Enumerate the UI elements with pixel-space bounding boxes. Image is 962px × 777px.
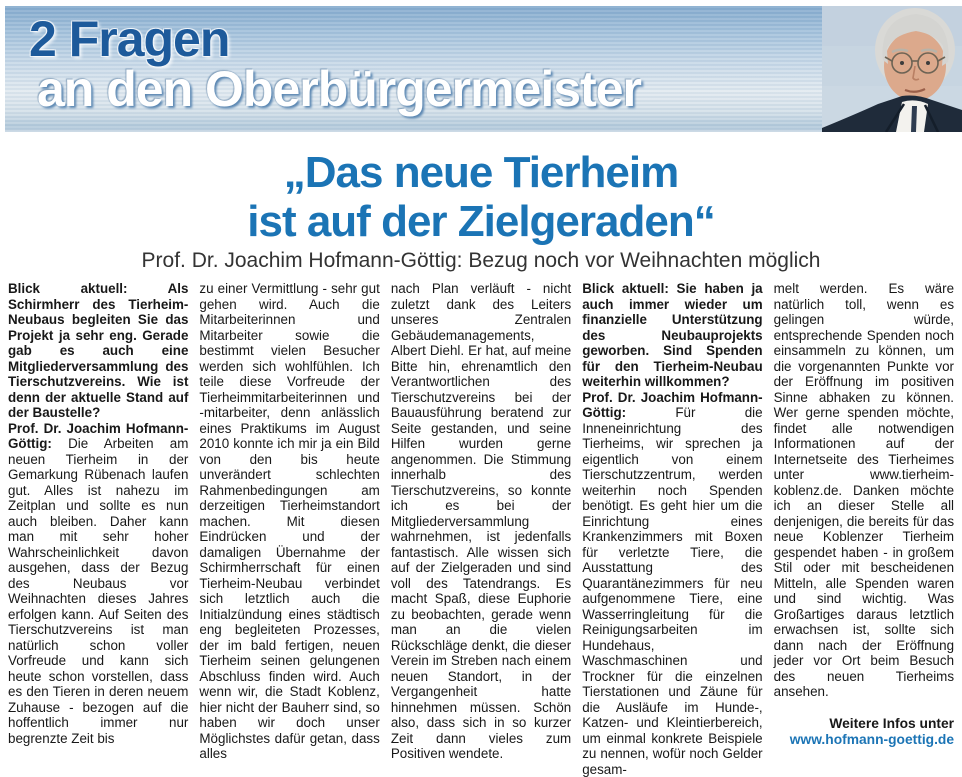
footer-info-label: Weitere Infos unter	[774, 716, 954, 732]
answer-text-1-continued: zu einer Vermittlung - sehr gut gehen wird. Auch die Mitarbeiterinnen und Mitarbeiter sowie die bestimmt vielen Besucher werden sich wohlfühlen. Ich teile diese Vorfreude der Tierheimmitarbeiterinnen und -mitarbeiter, denn anlässlich eines Praktikums im August 2010 konnte ich mir ja ein Bild von den bis heute unverändert schlechten Rahmenbedingungen am derzeitigen Tierheimstandort machen. Mit diesen Eindrücken und der damaligen Übernahme der Schirmherrschaft für einen Tierheim-Neubau verbindet sich letztlich auch die Initialzündung eines städtisch eng begleiteten Prozesses, der im bald fertigen, neuen Tierheim seinen gelungenen Abschluss finden wird. Auch wenn wir, die Stadt Koblenz, hier nicht der Bauherr sind, so haben wir doch unser Möglichstes dafür getan, dass alles	[199, 281, 379, 762]
headline-line2: ist auf der Zielgeraden“	[0, 197, 962, 246]
banner-title-line2: an den Oberbürgermeister	[37, 60, 641, 118]
article-body	[8, 281, 954, 777]
oberbuergermeister-photo	[822, 6, 962, 132]
headline-line1: „Das neue Tierheim	[0, 148, 962, 197]
speaker-name-2: Prof. Dr. Joachim Hofmann-Göttig:	[582, 390, 762, 421]
article-column-1	[8, 281, 188, 777]
article-column-4	[582, 281, 762, 777]
interview-answer-1	[8, 421, 188, 747]
banner-title-line1: 2 Fragen	[29, 10, 229, 68]
portrait-illustration	[822, 6, 962, 132]
article-column-2	[199, 281, 379, 777]
article-footer	[774, 716, 954, 748]
interview-question-2: Blick aktuell: Sie haben ja auch immer wieder um finanzielle Unterstützung des Neubauprojekts geworben. Sind Spenden für den Tierheim-Neubau weiterhin willkommen?	[582, 281, 762, 390]
answer-text-2: Für die Inneneinrichtung des Tierheims, wir sprechen ja eigentlich von einem Tierschutzzentrum, werden weiterhin noch Spenden benötigt. Es geht hier um die Einrichtung eines Krankenzimmers mit Boxen für verletzte Tiere, die Ausstattung des Quarantänezimmers für neu aufgenommene Tiere, eine Wasserringleitung für die Reinigungsarbeiten im Hundehaus, Waschmaschinen und Trockner für die einzelnen Tierstationen und Zäune für die Ausläufe im Hunde-, Katzen- und Kleintierbereich, um einmal konkrete Beispiele zu nennen, wofür noch Gelder gesam-	[582, 405, 762, 777]
answer-text-1-end: nach Plan verläuft - nicht zuletzt dank des Leiters unseres Zentralen Gebäudemanagements, Albert Diehl. Er hat, auf meine Bitte hin, ehrenamtlich den Verantwortlichen des Tierschutzvereins bei der Bauausführung beratend zur Seite gestanden, und seine Hilfen wurden gerne angenommen. Die Stimmung innerhalb des Tierschutzvereins, so konnte ich es bei der Mitgliederversammlung wahrnehmen, ist jedenfalls fantastisch. Alle wissen sich auf der Zielgeraden und sind voll des Tatendrangs. Es macht Spaß, diese Euphorie zu beobachten, gerade wenn man an die vielen Rückschläge denkt, die dieser Verein im Streben nach einem neuen Standort, in der Vergangenheit hatte hinnehmen müssen. Schön also, dass sich in so kurzer Zeit dann vieles zum Positiven wendete.	[391, 281, 571, 762]
interview-question-1: Blick aktuell: Als Schirmherr des Tierheim-Neubaus begleiten Sie das Projekt ja sehr eng. Gerade gab es auch eine Mitgliederversammlung des Tierschutzvereins. Wie ist denn der aktuelle Stand auf der Baustelle?	[8, 281, 188, 421]
speaker-name-1: Prof. Dr. Joachim Hofmann-Göttig:	[8, 421, 188, 452]
article-subheadline: Prof. Dr. Joachim Hofmann-Göttig: Bezug noch vor Weihnachten möglich	[0, 249, 962, 273]
interview-answer-2	[582, 390, 762, 777]
answer-text-1: Die Arbeiten am neuen Tierheim in der Gemarkung Rübenach laufen gut. Alles ist nahezu im Zeitplan und sollte es nun auch bleiben. Daher kann man mit sehr hoher Wahrscheinlichkeit davon ausgehen, dass der Bezug des Neubaus vor Weihnachten dieses Jahres erfolgen kann. Auf Seiten des Tierschutzvereins ist man natürlich schon voller Vorfreude und kann sich heute schon vorstellen, dass es den Tieren in deren neuem Zuhause - bezogen auf die hoffentlich immer nur begrenzte Zeit bis	[8, 436, 188, 746]
answer-text-2-end: melt werden. Es wäre natürlich toll, wenn es gelingen würde, entsprechende Spenden noch einsammeln zu können, um die vorgenannten Punkte vor der Eröffnung im positiven Sinne abhaken zu können. Wer gerne spenden möchte, findet alle notwendigen Informationen auf der Internetseite des Tierheimes unter www.tierheim-koblenz.de. Danken möchte ich an dieser Stelle all denjenigen, die bereits für das neue Koblenzer Tierheim gespendet haben - in großem Stil oder mit bescheidenen Mitteln, alle Spenden waren und sind wichtig. Was Großartiges daraus letztlich erwachsen ist, sollte sich dann nach der Eröffnung jeder vor Ort beim Besuch des neuen Tierheims ansehen.	[774, 281, 954, 700]
article-column-3	[391, 281, 571, 777]
article-column-5	[774, 281, 954, 777]
footer-website-url: www.hofmann-goettig.de	[774, 732, 954, 748]
article-headline	[0, 148, 962, 246]
header-banner	[5, 6, 962, 132]
